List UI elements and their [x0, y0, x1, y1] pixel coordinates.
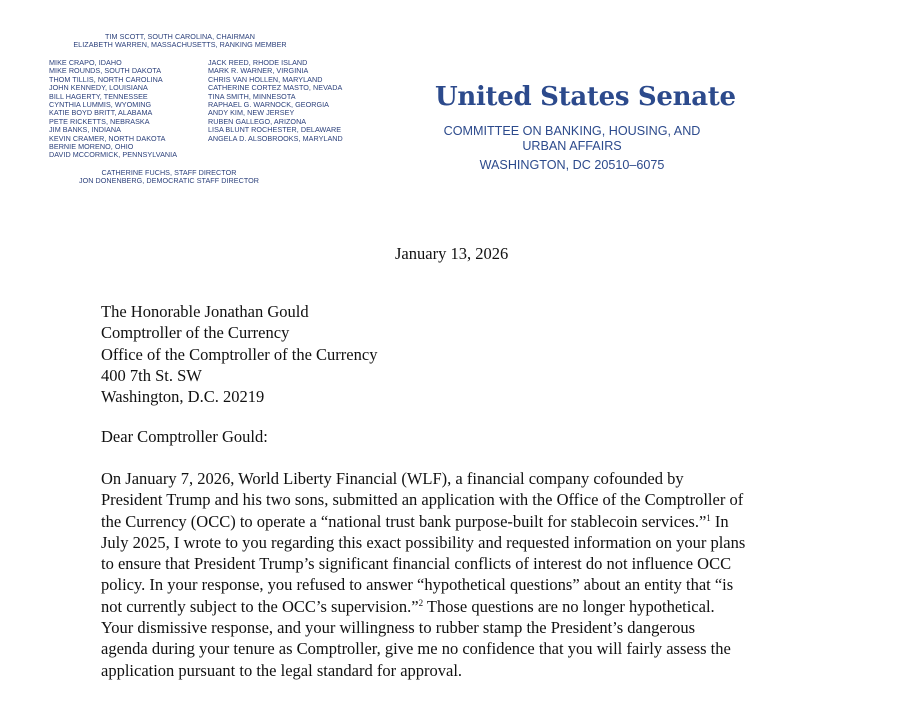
member-name: BILL HAGERTY, TENNESSEE [49, 91, 148, 101]
member-name: MIKE ROUNDS, SOUTH DAKOTA [49, 66, 162, 76]
member-name: KATIE BOYD BRITT, ALABAMA [49, 108, 153, 118]
minority-members-column [208, 59, 343, 143]
body-text: Those questions are no longer hypothetical. [423, 596, 715, 616]
member-name: RAPHAEL G. WARNOCK, GEORGIA [208, 99, 330, 109]
salutation: Dear Comptroller Gould: [101, 427, 268, 446]
member-name: MARK R. WARNER, VIRGINIA [208, 66, 309, 76]
body-line: agenda during your tenure as Comptroller, give me no confidence that you will fairly assess the [101, 639, 731, 659]
member-name: JIM BANKS, INDIANA [49, 125, 121, 135]
staff-director-line: CATHERINE FUCHS, STAFF DIRECTOR [101, 168, 237, 177]
member-name: THOM TILLIS, NORTH CAROLINA [49, 74, 163, 84]
body-line [101, 596, 861, 617]
member-name: BERNIE MORENO, OHIO [49, 141, 134, 151]
member-name: PETE RICKETTS, NEBRASKA [49, 116, 150, 126]
body-line: Your dismissive response, and your willingness to rubber stamp the President’s dangerous [101, 618, 696, 638]
address-line: 400 7th St. SW [101, 365, 202, 385]
committee-name-block [437, 124, 707, 173]
member-name: TINA SMITH, MINNESOTA [208, 91, 296, 101]
letter-date: January 13, 2026 [395, 244, 509, 263]
ranking-member-line: ELIZABETH WARREN, MASSACHUSETTS, RANKING MEMBER [73, 40, 287, 50]
body-line: President Trump and his two sons, submitted an application with the Office of the Comptroller of [101, 490, 744, 510]
committee-name-line-2: URBAN AFFAIRS [522, 139, 622, 153]
recipient-address [101, 301, 377, 407]
body-line: On January 7, 2026, World Liberty Financial (WLF), a financial company cofounded by [101, 469, 684, 488]
member-name: LISA BLUNT ROCHESTER, DELAWARE [208, 125, 342, 135]
body-text: In [710, 511, 729, 531]
member-name: ANDY KIM, NEW JERSEY [208, 108, 295, 118]
address-line: Washington, D.C. 20219 [101, 387, 265, 407]
member-name: KEVIN CRAMER, NORTH DAKOTA [49, 133, 166, 143]
letter-body-paragraph [101, 468, 861, 681]
committee-address: WASHINGTON, DC 20510–6075 [479, 158, 665, 172]
address-line: Comptroller of the Currency [101, 323, 290, 343]
body-text: not currently subject to the OCC’s supervision.” [101, 596, 419, 616]
member-name: CATHERINE CORTEZ MASTO, NEVADA [208, 83, 343, 93]
body-line [101, 511, 861, 532]
body-line: to ensure that President Trump’s significant financial conflicts of interest do not influence OCC [101, 554, 732, 574]
member-name: RUBEN GALLEGO, ARIZONA [208, 116, 307, 126]
member-name: ANGELA D. ALSOBROOKS, MARYLAND [208, 133, 343, 143]
footnote-ref-1: 1 [706, 512, 711, 523]
address-line: The Honorable Jonathan Gould [101, 302, 309, 321]
body-line: July 2025, I wrote to you regarding this exact possibility and requested information on your plans [101, 532, 746, 552]
member-name: JACK REED, RHODE ISLAND [208, 58, 308, 67]
democratic-staff-director-line: JON DONENBERG, DEMOCRATIC STAFF DIRECTOR [78, 176, 260, 186]
member-name: CYNTHIA LUMMIS, WYOMING [49, 99, 152, 109]
body-line: application pursuant to the legal standard for approval. [101, 660, 463, 680]
member-name: JOHN KENNEDY, LOUISIANA [49, 83, 148, 93]
body-text: the Currency (OCC) to operate a “national trust bank purpose-built for stablecoin services.” [101, 511, 707, 531]
body-line: policy. In your response, you refused to answer “hypothetical questions” about an entity that “is [101, 575, 734, 595]
senate-title: United States Senate [435, 82, 736, 112]
member-name: MIKE CRAPO, IDAHO [49, 58, 122, 67]
chair-block [30, 33, 330, 50]
majority-members-column [49, 59, 177, 160]
footnote-ref-2: 2 [418, 597, 424, 608]
staff-block [19, 169, 319, 186]
chairman-line: TIM SCOTT, SOUTH CAROLINA, CHAIRMAN [105, 32, 255, 41]
member-name: CHRIS VAN HOLLEN, MARYLAND [208, 74, 323, 84]
member-name: DAVID MCCORMICK, PENNSYLVANIA [49, 150, 178, 160]
address-line: Office of the Comptroller of the Currency [101, 344, 378, 364]
committee-name-line-1: COMMITTEE ON BANKING, HOUSING, AND [443, 124, 701, 138]
